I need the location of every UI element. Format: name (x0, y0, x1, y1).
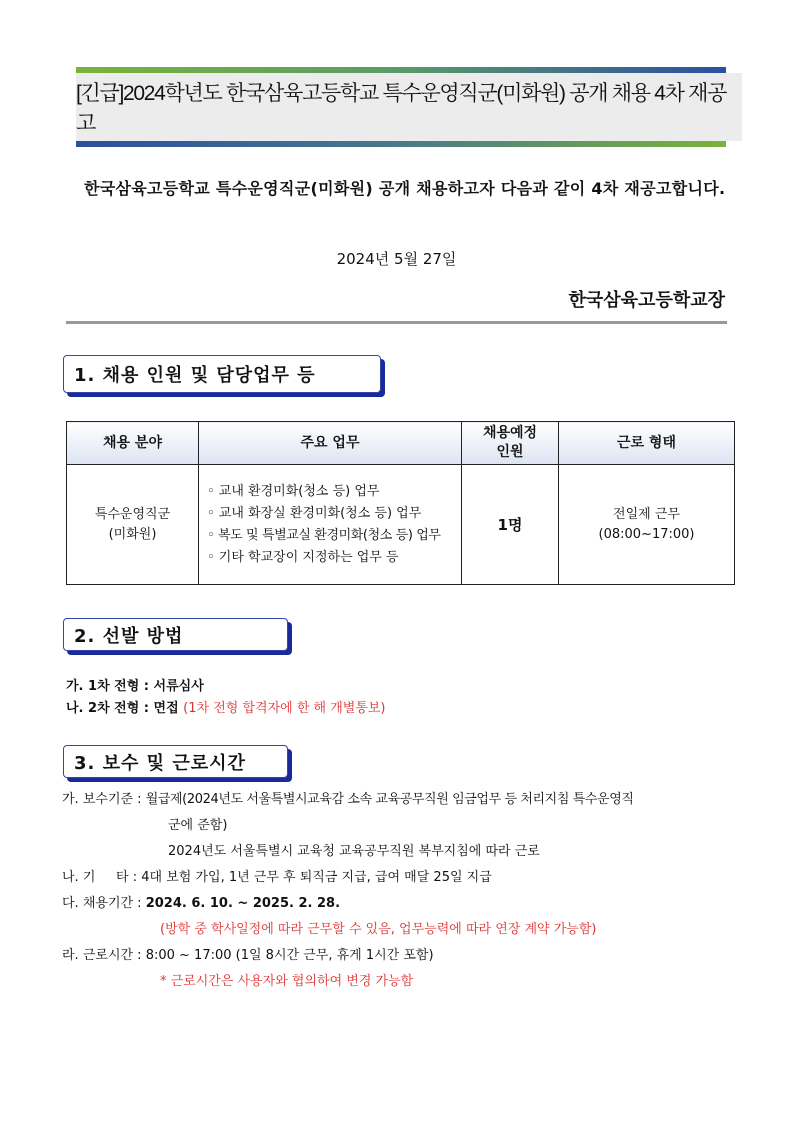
page-title: [긴급]2024학년도 한국삼육고등학교 특수운영직군(미화원) 공개 채용 4차 재공고 (76, 73, 742, 141)
period-label: 다. 채용기간 : (62, 896, 146, 911)
cell-type: 전일제 근무 (08:00~17:00) (559, 465, 735, 585)
hours-label: 라. 근로시간 : (62, 948, 146, 963)
intro-text: 한국삼육고등학교 특수운영직군(미화원) 공개 채용하고자 다음과 같이 4차 재공고합니다. (84, 179, 726, 198)
pay-line: 월급제(2024년도 서울특별시교육감 소속 교육공무직원 임금업무 등 처리지침 특수운영직 (145, 792, 634, 807)
pay-line: 2024년도 서울특별시 교육청 교육공무직원 복부지침에 따라 근로 (168, 844, 540, 859)
title-bottom-stripe (76, 141, 726, 147)
hours-value: 8:00 ~ 17:00 (1일 8시간 근무, 휴게 1시간 포함) (145, 948, 434, 963)
step-label: 가. 1차 전형 : 서류심사 (66, 679, 204, 694)
cell-count: 1명 (462, 465, 559, 585)
duty-item: ◦ 기타 학교장이 지정하는 업무 등 (207, 549, 399, 565)
recruitment-table (66, 421, 735, 585)
principal-signature: 한국삼육고등학교장 (568, 290, 725, 311)
etc-row (62, 868, 492, 888)
table-row (67, 465, 735, 585)
pay-line: 군에 준함) (168, 818, 228, 833)
hours-row (62, 946, 434, 966)
header-type: 근로 형태 (559, 422, 735, 465)
cell-field: 특수운영직군 (미화원) (67, 465, 199, 585)
pay-label: 가. 보수기준 : (62, 792, 146, 807)
section-3-heading: 3. 보수 및 근로시간 (63, 745, 288, 778)
selection-step-1 (66, 675, 204, 694)
etc-value: 4대 보험 가입, 1년 근무 후 퇴직금 지급, 급여 매달 25일 지급 (141, 870, 492, 885)
hours-note: * 근로시간은 사용자와 협의하여 변경 가능함 (160, 974, 414, 989)
header-count: 채용예정 인원 (462, 422, 559, 465)
cell-duties (199, 465, 462, 585)
pay-basis (62, 790, 634, 810)
step-label: 나. 2차 전형 : 면접 (66, 701, 179, 716)
duty-item: ◦ 복도 및 특별교실 환경미화(청소 등) 업무 (207, 527, 441, 543)
header-field: 채용 분야 (67, 422, 199, 465)
step-note: (1차 전형 합격자에 한 해 개별통보) (183, 701, 386, 716)
table-header-row (67, 422, 735, 465)
period-value: 2024. 6. 10. ~ 2025. 2. 28. (145, 896, 341, 911)
period-row (62, 894, 340, 914)
selection-step-2 (66, 697, 386, 716)
header-duties: 주요 업무 (199, 422, 462, 465)
etc-label: 나. 기 타 : (62, 870, 142, 885)
section-1-heading: 1. 채용 인원 및 담당업무 등 (63, 355, 381, 393)
section-2-heading: 2. 선발 방법 (63, 618, 288, 651)
period-note: (방학 중 학사일정에 따라 근무할 수 있음, 업무능력에 따라 연장 계약 가능함) (160, 922, 597, 937)
duty-item: ◦ 교내 화장실 환경미화(청소 등) 업무 (207, 505, 422, 521)
divider (66, 321, 727, 324)
announcement-date: 2024년 5월 27일 (336, 250, 457, 268)
duty-item: ◦ 교내 환경미화(청소 등) 업무 (207, 483, 380, 499)
